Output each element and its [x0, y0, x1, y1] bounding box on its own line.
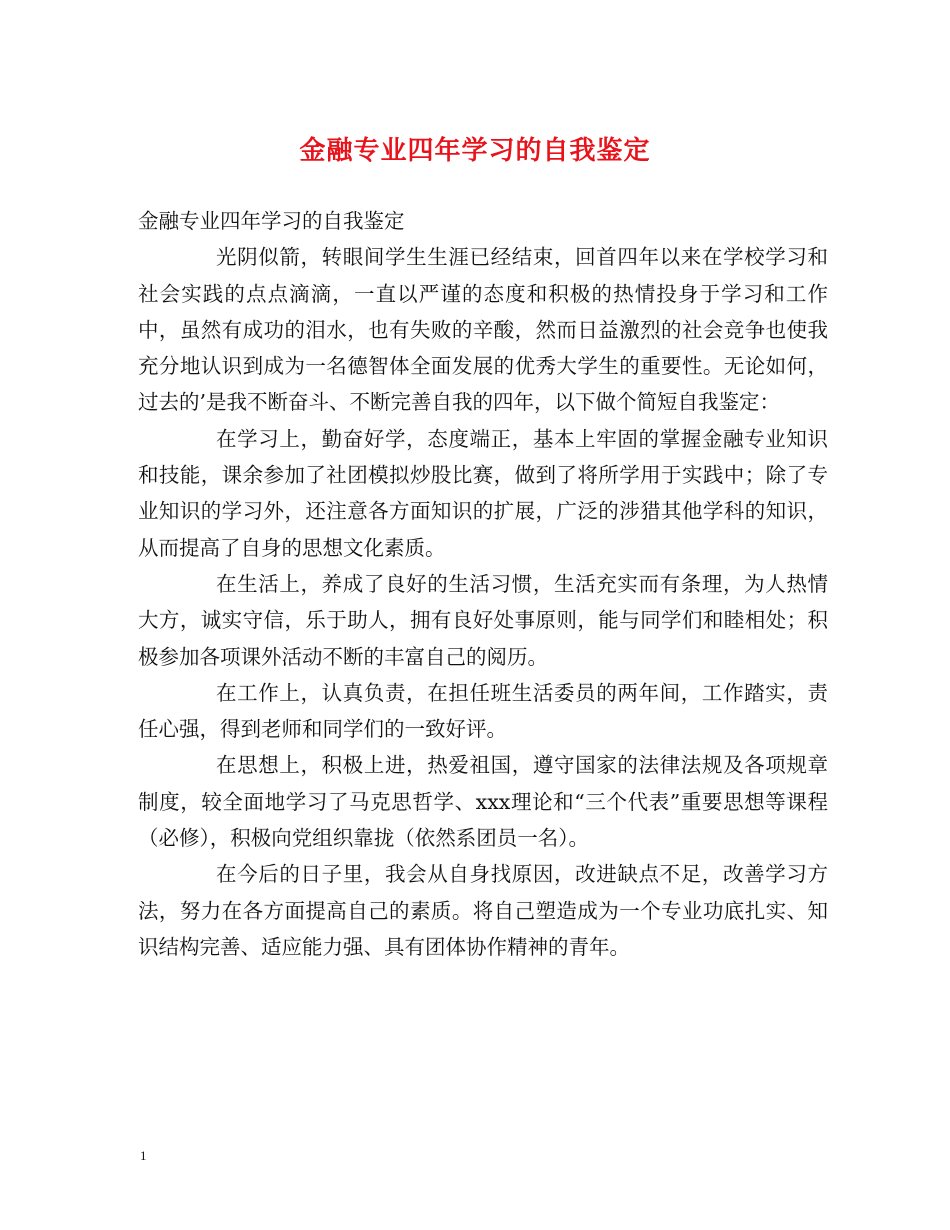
page-number: 1 — [140, 1148, 147, 1163]
paragraph-thought: 在思想上，积极上进，热爱祖国，遵守国家的法律法规及各项规章制度，较全面地学习了马克思哲学、xxx理论和“三个代表”重要思想等课程（必修），积极向党组织靠拢（依然系团员一名）。 — [138, 753, 828, 851]
paragraph-life: 在生活上，养成了良好的生活习惯，生活充实而有条理，为人热情大方，诚实守信，乐于助人，拥有良好处事原则，能与同学们和睦相处；积极参加各项课外活动不断的丰富自己的阅历。 — [138, 571, 828, 669]
document-body — [138, 203, 828, 965]
document-title: 金融专业四年学习的自我鉴定 — [299, 136, 651, 166]
paragraph-study: 在学习上，勤奋好学，态度端正，基本上牢固的掌握金融专业知识和技能，课余参加了社团模拟炒股比赛，做到了将所学用于实践中；除了专业知识的学习外，还注意各方面知识的扩展，广泛的涉猎其他学科的知识，从而提高了自身的思想文化素质。 — [138, 426, 828, 560]
document-subtitle: 金融专业四年学习的自我鉴定 — [138, 209, 405, 233]
paragraph-future: 在今后的日子里，我会从自身找原因，改进缺点不足，改善学习方法，努力在各方面提高自己的素质。将自己塑造成为一个专业功底扎实、知识结构完善、适应能力强、具有团体协作精神的青年。 — [138, 862, 828, 959]
paragraph-work: 在工作上，认真负责，在担任班生活委员的两年间，工作踏实，责任心强，得到老师和同学们的一致好评。 — [138, 680, 828, 742]
paragraph-intro: 光阴似箭，转眼间学生生涯已经结束，回首四年以来在学校学习和社会实践的点点滴滴，一直以严谨的态度和积极的热情投身于学习和工作中，虽然有成功的泪水，也有失败的辛酸，然而日益激烈的社会竞争也使我充分地认识到成为一名德智体全面发展的优秀大学生的重要性。无论如何，过去的’是我不断奋斗、不断完善自我的四年，以下做个简短自我鉴定： — [138, 245, 828, 415]
